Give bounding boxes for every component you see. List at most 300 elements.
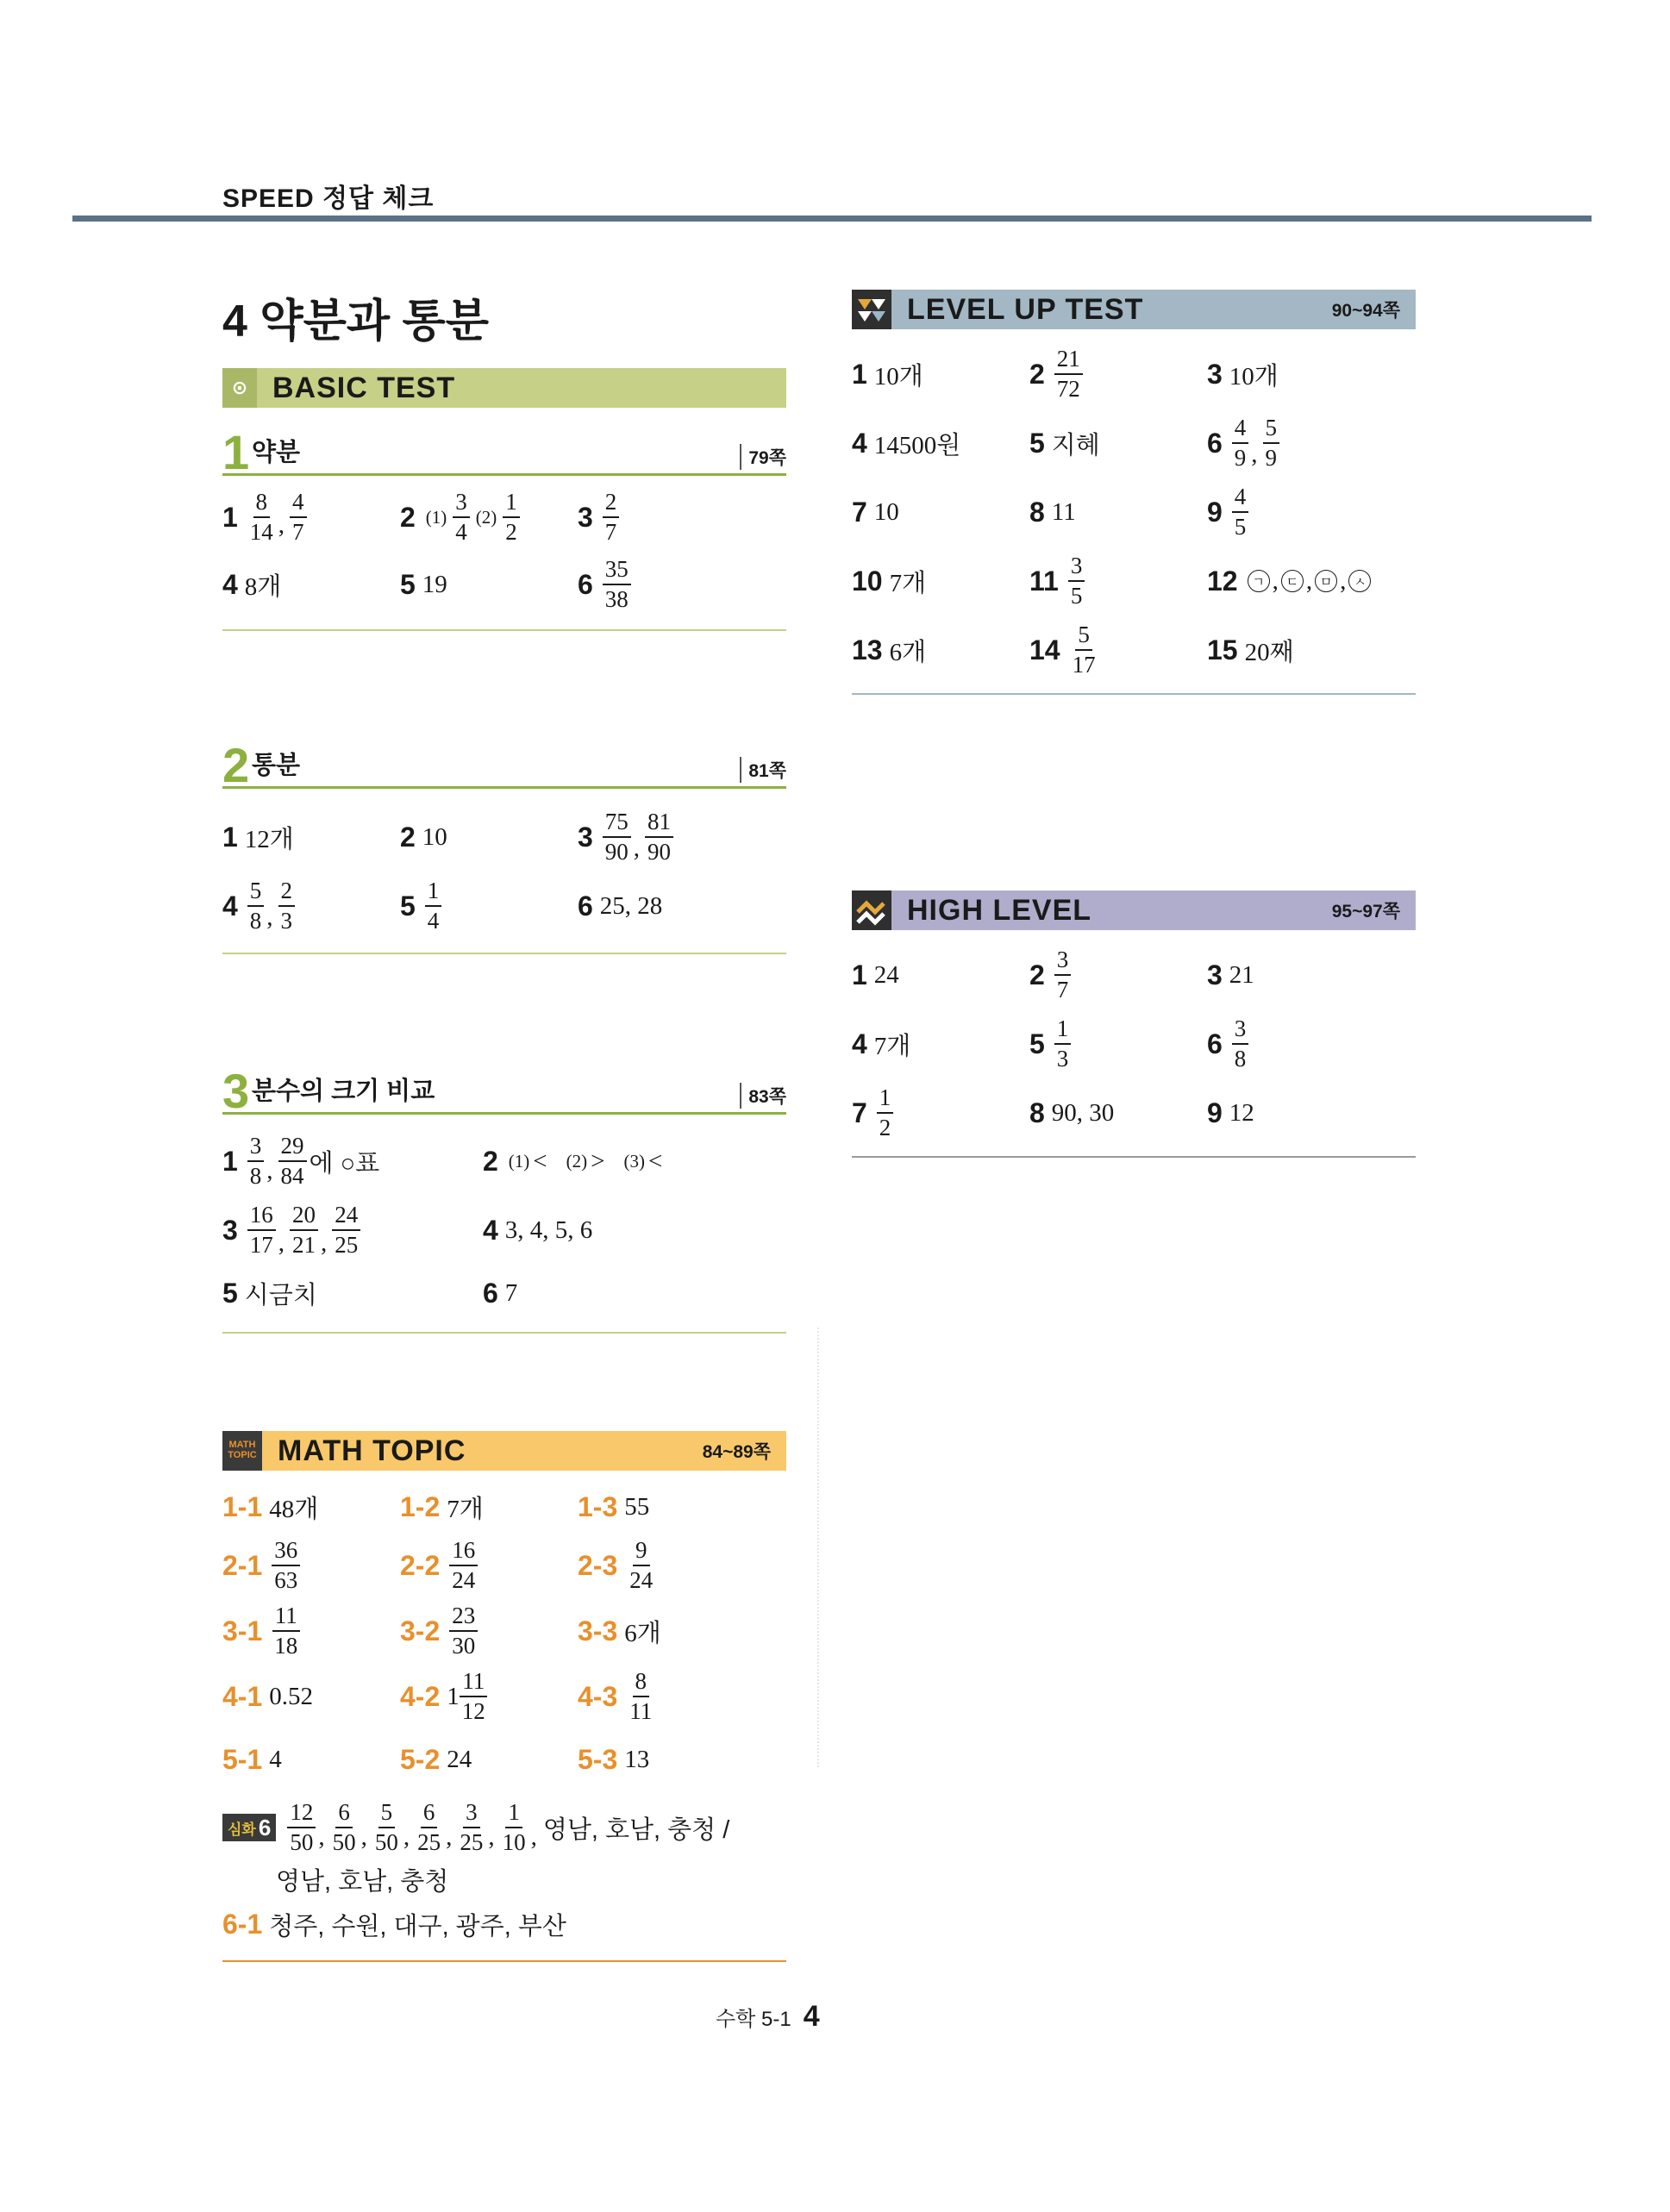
answer-item: 12 ㄱ , ㄷ , ㅁ , ㅅ <box>1207 547 1379 615</box>
numerator: 1 <box>1054 1017 1072 1045</box>
fraction <box>1232 1017 1249 1071</box>
answer-item <box>578 1533 750 1598</box>
denominator: 21 <box>292 1232 316 1258</box>
answer-item <box>222 1266 483 1320</box>
answer-number: 4-3 <box>578 1680 618 1712</box>
answer-grid-s2 <box>222 803 786 940</box>
numerator: 5 <box>378 1801 396 1828</box>
answer-item <box>852 1009 1029 1078</box>
fraction <box>290 1203 318 1257</box>
answer-item <box>400 803 578 872</box>
answer-number: 13 <box>852 634 883 665</box>
chapter-title: 4 약분과 통분 <box>222 297 489 347</box>
answer-number: 3 <box>222 1214 238 1246</box>
answer-item <box>222 803 400 872</box>
numerator: 8 <box>633 1670 650 1697</box>
answer-value: 90, 30 <box>1051 1098 1115 1127</box>
fraction <box>453 491 470 544</box>
answer-item <box>1029 940 1207 1009</box>
answer-number: 1 <box>222 501 238 533</box>
answer-number: 1-2 <box>400 1490 441 1522</box>
fraction <box>1054 1017 1072 1071</box>
answer-item <box>1029 409 1207 478</box>
high-level-page: 95~97쪽 <box>1331 902 1400 922</box>
circled-letter: ㄱ <box>1248 570 1270 592</box>
answer-value: 24 <box>873 960 899 989</box>
answer-number: 5 <box>400 568 416 600</box>
footer-book: 수학 5-1 <box>716 2008 791 2031</box>
answer-item <box>578 548 750 621</box>
part-label: (3) <box>623 1150 646 1172</box>
answer-number: 2 <box>400 821 416 853</box>
denominator: 3 <box>280 908 293 934</box>
answer-number: 2 <box>400 501 416 533</box>
math-topic-title: MATH TOPIC <box>278 1434 466 1467</box>
circled-letter: ㅅ <box>1348 570 1371 592</box>
answer-item <box>1029 478 1207 547</box>
answer-number: 10 <box>852 565 883 597</box>
answer-number: 5 <box>222 1277 238 1309</box>
answer-item <box>852 1078 1029 1147</box>
denominator: 90 <box>604 839 629 865</box>
denominator: 2 <box>505 519 517 545</box>
answer-value: 48개 <box>269 1495 319 1523</box>
answer-item <box>852 478 1029 547</box>
answer-item <box>1029 340 1207 409</box>
denominator: 8 <box>249 908 262 934</box>
answer-item <box>852 409 1029 478</box>
answer-value: 10개 <box>873 362 923 391</box>
answer-item <box>222 1664 400 1729</box>
answer-number: 5 <box>1029 427 1045 459</box>
answer-number: 1 <box>222 1145 238 1177</box>
answer-item <box>852 340 1029 409</box>
header-rule <box>72 216 1592 222</box>
target-icon: ⊙ <box>222 368 257 408</box>
answer-number: 2 <box>483 1145 498 1177</box>
fraction <box>415 1801 443 1854</box>
numerator: 5 <box>247 879 265 907</box>
numerator: 21 <box>1054 347 1083 375</box>
answer-value: 8개 <box>244 572 282 601</box>
high-level-title: HIGH LEVEL <box>907 893 1092 927</box>
denominator: 50 <box>374 1829 398 1855</box>
deep-number: 6 <box>258 1814 272 1840</box>
answer-item <box>400 1729 578 1790</box>
deep-flag-label: 심화 <box>228 1821 256 1838</box>
answer-value: 14500원 <box>873 431 961 459</box>
denominator: 3 <box>1056 1046 1069 1072</box>
denominator: 24 <box>629 1567 654 1593</box>
denominator: 5 <box>1234 514 1247 540</box>
deep-answer-line2 <box>222 1860 786 1898</box>
answer-value: 19 <box>422 570 447 598</box>
answer-grid-s1 <box>222 486 786 621</box>
answer-item: 4 $\frac{5}{8}$ , $\frac{2}{3}$ <box>222 872 400 940</box>
denominator: 2 <box>879 1115 891 1140</box>
part-label: (2) <box>566 1150 588 1172</box>
numerator: 16 <box>449 1539 478 1566</box>
answer-number: 8 <box>1029 496 1045 528</box>
answer-item <box>1207 478 1379 547</box>
numerator: 4 <box>1232 416 1249 444</box>
numerator: 36 <box>272 1539 300 1566</box>
subsection-header-1 <box>222 420 786 479</box>
answer-value: 10개 <box>1229 362 1279 391</box>
fraction <box>1054 948 1072 1002</box>
answer-item <box>1029 1009 1207 1078</box>
fraction <box>460 1670 488 1723</box>
numerator: 4 <box>1232 485 1249 513</box>
fraction <box>272 1604 300 1658</box>
circled-letter: ㅁ <box>1315 570 1337 592</box>
answer-number: 4 <box>852 427 867 459</box>
answer-item <box>1029 547 1207 615</box>
answer-item: 3 $\frac{16}{17}$ , $\frac{20}{21}$ , $\frac{24}{25}$ <box>222 1194 483 1266</box>
fraction <box>603 491 620 544</box>
part-label: (2) <box>475 506 497 528</box>
denominator: 25 <box>460 1829 484 1855</box>
denominator: 18 <box>274 1633 298 1659</box>
answer-value: 7개 <box>447 1495 484 1523</box>
numerator: 1 <box>877 1086 894 1114</box>
answer-item <box>222 1729 400 1790</box>
denominator: 90 <box>647 839 672 865</box>
numerator: 24 <box>332 1203 360 1231</box>
fraction <box>1263 416 1280 470</box>
answer-number: 3 <box>1207 358 1223 390</box>
answer-item <box>578 1664 750 1729</box>
numerator: 11 <box>272 1604 300 1632</box>
denominator: 5 <box>1070 583 1083 609</box>
denominator: 8 <box>1234 1046 1247 1072</box>
fraction <box>1232 485 1249 539</box>
denominator: 84 <box>280 1163 304 1189</box>
answer-item <box>222 1598 400 1664</box>
answer-item: 6 $\frac{4}{9}$ , $\frac{5}{9}$ <box>1207 409 1379 478</box>
answer-value: 청주, 수원, 대구, 광주, 부산 <box>269 1912 566 1940</box>
answer-value: 21 <box>1229 960 1254 989</box>
answer-value: 12개 <box>244 825 294 853</box>
answer-number: 6 <box>578 890 593 922</box>
answer-number: 6 <box>578 568 593 600</box>
basic-test-title: BASIC TEST <box>272 371 456 404</box>
answer-value: 0.52 <box>269 1682 313 1710</box>
answer-number: 15 <box>1207 634 1238 665</box>
comparison-sign: > <box>591 1147 605 1175</box>
answer-value: 7 <box>504 1278 518 1307</box>
denominator: 50 <box>332 1829 356 1855</box>
answer-number: 4 <box>852 1028 867 1059</box>
denominator: 17 <box>249 1232 273 1258</box>
answer-number: 1-3 <box>578 1490 618 1522</box>
numerator: 3 <box>1068 554 1085 582</box>
denominator: 4 <box>427 908 440 934</box>
answer-item <box>578 1598 750 1664</box>
level-up-icon <box>852 290 891 329</box>
answer-item <box>852 615 1029 684</box>
subsection-number: 1 <box>222 425 250 479</box>
answer-number: 1-1 <box>222 1490 263 1522</box>
denominator: 8 <box>249 1163 262 1189</box>
answer-item <box>222 1898 786 1950</box>
denominator: 38 <box>604 586 629 612</box>
fraction <box>603 558 631 611</box>
denominator: 7 <box>292 519 304 545</box>
numerator: 6 <box>421 1801 438 1828</box>
fraction <box>449 1539 478 1592</box>
answer-item <box>400 1533 578 1598</box>
answer-value: 20째 <box>1244 638 1294 666</box>
numerator: 3 <box>453 491 470 518</box>
fraction <box>278 879 296 933</box>
high-level-bar <box>852 890 1416 930</box>
fraction <box>1070 623 1098 677</box>
subsection-page: 79쪽 <box>740 444 786 470</box>
answer-value: 지혜 <box>1051 431 1100 459</box>
numerator: 35 <box>603 558 631 585</box>
answer-number: 14 <box>1029 634 1060 665</box>
numerator: 8 <box>253 491 271 518</box>
fraction <box>500 1801 529 1854</box>
answer-value: 6개 <box>624 1619 661 1647</box>
fraction <box>1054 347 1083 401</box>
answer-item: 1 $\frac{8}{14}$ , $\frac{4}{7}$ <box>222 486 400 548</box>
answer-number: 1 <box>222 821 238 853</box>
answer-grid-s3 <box>222 1128 786 1320</box>
answer-number: 4 <box>222 890 238 922</box>
answer-number: 4-2 <box>400 1680 441 1712</box>
level-up-page: 90~94쪽 <box>1331 301 1400 321</box>
deep-answer-text: 영남, 호남, 충청 <box>276 1867 449 1896</box>
section-divider <box>222 953 786 954</box>
answer-number: 3-1 <box>222 1615 263 1647</box>
denominator: 50 <box>290 1829 314 1855</box>
numerator: 81 <box>645 810 673 838</box>
fraction <box>627 1670 654 1723</box>
numerator: 23 <box>449 1604 478 1632</box>
fraction <box>247 1203 276 1257</box>
fraction <box>290 491 307 544</box>
numerator: 16 <box>247 1203 276 1231</box>
numerator: 20 <box>290 1203 318 1231</box>
fraction <box>247 879 265 933</box>
answer-number: 7 <box>852 496 867 528</box>
denominator: 72 <box>1056 376 1080 402</box>
fraction <box>247 491 276 544</box>
answer-number: 1 <box>852 959 867 990</box>
answer-item <box>400 872 578 940</box>
answer-number: 3 <box>578 821 593 853</box>
fraction <box>449 1604 478 1658</box>
numerator: 75 <box>603 810 631 838</box>
answer-value: 55 <box>624 1492 650 1521</box>
math-topic-grid <box>222 1481 786 1790</box>
high-level-section <box>852 890 1416 1158</box>
answer-value: 7개 <box>873 1032 911 1060</box>
answer-item <box>852 547 1029 615</box>
answer-number: 5-3 <box>578 1743 618 1775</box>
fraction <box>287 1801 316 1854</box>
answer-value: 24 <box>447 1745 472 1773</box>
numerator: 3 <box>1054 948 1072 976</box>
answer-number: 9 <box>1207 1097 1223 1128</box>
answer-item <box>578 872 750 940</box>
denominator: 10 <box>502 1829 526 1855</box>
denominator: 14 <box>249 519 273 545</box>
fraction <box>330 1801 359 1854</box>
numerator: 3 <box>463 1801 480 1828</box>
numerator: 11 <box>460 1670 487 1697</box>
denominator: 9 <box>1265 445 1278 471</box>
answer-item <box>1207 615 1379 684</box>
fraction <box>877 1086 894 1140</box>
answer-value: 시금치 <box>244 1281 317 1309</box>
fraction <box>278 1134 307 1188</box>
numerator: 2 <box>603 491 620 518</box>
answer-item: 1 $\frac{3}{8}$ , $\frac{29}{84}$ 에 ○표 <box>222 1133 380 1189</box>
answer-value: 10 <box>422 822 447 851</box>
answer-number: 6 <box>1207 427 1223 459</box>
answer-number: 1 <box>852 358 867 390</box>
denominator: 25 <box>335 1232 359 1258</box>
high-level-grid <box>852 940 1416 1147</box>
section-divider <box>222 1960 786 1962</box>
denominator: 17 <box>1072 652 1096 678</box>
denominator: 11 <box>629 1698 653 1724</box>
mixed-whole: 1 <box>447 1682 460 1710</box>
fraction <box>425 879 442 933</box>
answer-item <box>1207 340 1379 409</box>
numerator: 2 <box>278 879 296 907</box>
answer-value: 10 <box>873 497 899 526</box>
answer-number: 5 <box>400 890 416 922</box>
denominator: 24 <box>452 1567 476 1593</box>
answer-number: 2-2 <box>400 1549 441 1581</box>
fraction <box>247 1134 265 1188</box>
subsection-page: 83쪽 <box>740 1083 786 1109</box>
answer-item <box>400 486 578 548</box>
math-topic-section <box>222 1431 786 1962</box>
circled-letter: ㄷ <box>1281 570 1304 592</box>
answer-number: 5 <box>1029 1028 1045 1059</box>
subsection-header-3 <box>222 1059 786 1118</box>
subsection-number: 2 <box>222 738 250 792</box>
part-label: (1) <box>508 1150 530 1172</box>
denominator: 7 <box>1056 977 1069 1003</box>
column-divider <box>817 1328 819 1767</box>
answer-number: 4 <box>222 568 238 600</box>
section-divider <box>852 1156 1416 1158</box>
answer-item <box>222 548 400 621</box>
numerator: 9 <box>633 1539 650 1566</box>
basic-test-bar <box>222 368 786 408</box>
answer-number: 2 <box>1029 959 1045 990</box>
answer-item <box>1207 940 1379 1009</box>
fraction <box>372 1801 401 1854</box>
numerator: 12 <box>287 1801 316 1828</box>
denominator: 4 <box>455 519 467 545</box>
numerator: 4 <box>290 491 307 518</box>
section-divider <box>222 629 786 631</box>
denominator: 30 <box>452 1633 476 1659</box>
denominator: 63 <box>274 1567 298 1593</box>
answer-value: 3, 4, 5, 6 <box>504 1215 593 1244</box>
numerator: 1 <box>503 491 520 518</box>
numerator: 6 <box>335 1801 353 1828</box>
answer-item <box>483 1194 750 1266</box>
numerator: 3 <box>247 1134 265 1162</box>
denominator: 25 <box>417 1829 441 1855</box>
subsection-title: 통분 <box>252 752 301 779</box>
answer-number: 12 <box>1207 565 1238 597</box>
fraction <box>457 1801 485 1854</box>
fraction <box>332 1203 360 1257</box>
numerator: 5 <box>1263 416 1280 444</box>
math-topic-icon: MATH TOPIC <box>222 1431 262 1471</box>
answer-item <box>222 1533 400 1598</box>
answer-item <box>578 1481 750 1533</box>
fraction <box>1068 554 1085 608</box>
answer-value: 11 <box>1051 497 1076 526</box>
fraction <box>645 810 673 864</box>
answer-number: 5-1 <box>222 1743 263 1775</box>
answer-value: 7개 <box>889 569 927 597</box>
answer-item <box>222 1481 400 1533</box>
denominator: 9 <box>1234 445 1247 471</box>
part-label: (1) <box>425 506 447 528</box>
fraction <box>1232 416 1249 470</box>
answer-number: 5-2 <box>400 1743 441 1775</box>
answer-value: 25, 28 <box>599 891 663 920</box>
high-level-icon <box>852 890 891 930</box>
answer-value: 6개 <box>889 638 927 666</box>
subsection-number: 3 <box>222 1064 250 1118</box>
answer-number: 6 <box>1207 1028 1223 1059</box>
basic-test-section <box>222 368 786 631</box>
answer-number: 2-3 <box>578 1549 618 1581</box>
comparison-sign: < <box>533 1147 547 1175</box>
level-up-title: LEVEL UP TEST <box>907 292 1144 326</box>
fraction <box>603 810 631 864</box>
subsection-title: 약분 <box>252 439 301 466</box>
numerator: 5 <box>1075 623 1092 651</box>
answer-item <box>400 1598 578 1664</box>
subsection-header-2 <box>222 733 786 792</box>
answer-number: 8 <box>1029 1097 1045 1128</box>
numerator: 1 <box>505 1801 522 1828</box>
answer-number: 4-1 <box>222 1680 263 1712</box>
answer-number: 3-2 <box>400 1615 441 1647</box>
answer-item <box>400 1481 578 1533</box>
subsection-page: 81쪽 <box>740 757 786 783</box>
level-up-grid <box>852 340 1416 684</box>
numerator: 29 <box>278 1134 307 1162</box>
fraction <box>503 491 520 544</box>
math-topic-page: 84~89쪽 <box>702 1442 771 1462</box>
answer-item <box>1029 1078 1207 1147</box>
answer-item <box>483 1128 750 1194</box>
denominator: 7 <box>604 519 617 545</box>
deep-answer: 심화 6 $\frac{12}{50}$ , $\frac{6}{50}$ , $\frac{5}{50}$ , $\frac{6}{25}$ , $\frac{3}{25}$ , $\frac{1}{10}$ , 영남, 호남, 충청 / <box>222 1795 786 1860</box>
answer-number: 3 <box>578 501 593 533</box>
answer-number: 4 <box>483 1214 498 1246</box>
answer-item <box>1029 615 1207 684</box>
answer-item <box>400 1664 578 1729</box>
subsection-3 <box>222 1059 786 1334</box>
answer-item <box>578 1729 750 1790</box>
section-divider <box>222 1332 786 1334</box>
